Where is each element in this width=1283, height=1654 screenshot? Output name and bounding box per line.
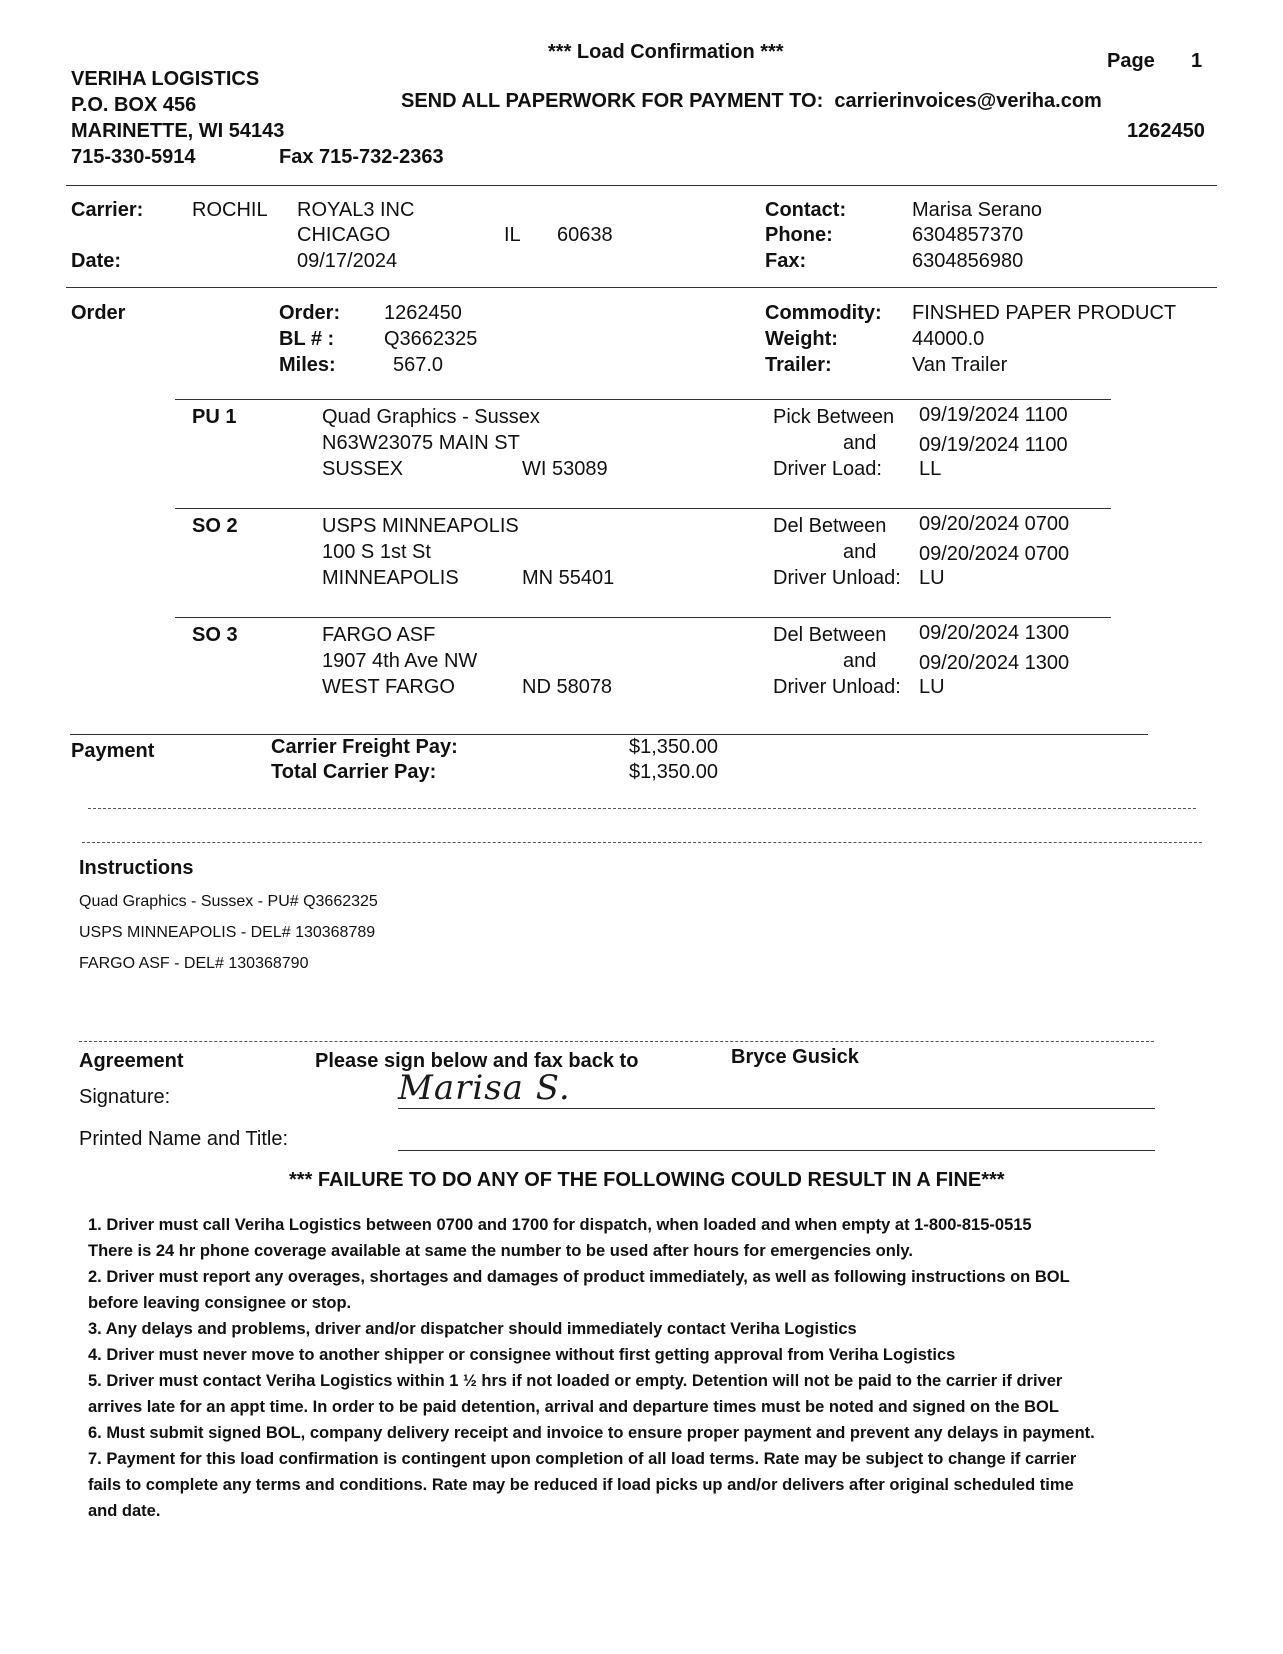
company-address-line1: P.O. BOX 456 (71, 94, 197, 116)
page-number: 1 (1191, 50, 1203, 72)
stop-street: 100 S 1st St (322, 541, 431, 563)
agreement-label: Agreement (79, 1050, 184, 1072)
freight-pay-value: $1,350.00 (629, 736, 718, 758)
stop-window-to: 09/20/2024 1300 (919, 652, 1070, 674)
divider (66, 287, 1217, 288)
carrier-city: CHICAGO (297, 224, 391, 246)
stop-divider (175, 617, 1111, 618)
stop-divider (175, 508, 1111, 509)
fine-warning: *** FAILURE TO DO ANY OF THE FOLLOWING COULD RESULT IN A FINE*** (289, 1169, 1005, 1191)
stop-divider (175, 399, 1111, 400)
fax-label: Fax: (765, 250, 807, 272)
carrier-state: IL (504, 224, 521, 246)
dashed-divider (82, 842, 1202, 843)
stop-window-to: 09/19/2024 1100 (919, 434, 1068, 456)
term-line: 2. Driver must report any overages, shortages and damages of product immediately, as well as following instructions on BOL (88, 1268, 1070, 1286)
carrier-name: ROYAL3 INC (297, 199, 415, 221)
stop-load-type: LU (919, 676, 945, 698)
stop-between-label: Pick Between (773, 406, 895, 428)
stop-street: N63W23075 MAIN ST (322, 432, 520, 454)
company-fax: Fax 715-732-2363 (279, 146, 444, 168)
stop-load-label: Driver Unload: (773, 567, 901, 589)
weight-value: 44000.0 (912, 328, 985, 350)
contact-value: Marisa Serano (912, 199, 1043, 221)
stop-and-label: and (843, 541, 877, 563)
stop-code: SO 2 (192, 515, 238, 537)
stop-name: FARGO ASF (322, 624, 436, 646)
stop-city: WEST FARGO (322, 676, 455, 698)
term-line: There is 24 hr phone coverage available at same the number to be used after hours for emergencies only. (88, 1242, 913, 1260)
total-pay-value: $1,350.00 (629, 761, 718, 783)
order-section-label: Order (71, 302, 126, 324)
term-line: arrives late for an appt time. In order to be paid detention, arrival and departure times must be noted and signed on the BOL (88, 1398, 1059, 1416)
divider (70, 734, 1148, 735)
signature-image: Marisa S. (398, 1068, 571, 1108)
stop-name: USPS MINNEAPOLIS (322, 515, 519, 537)
stop-window-from: 09/20/2024 1300 (919, 622, 1070, 644)
printed-name-label: Printed Name and Title: (79, 1128, 288, 1150)
miles-label: Miles: (279, 354, 336, 376)
paperwork-label: SEND ALL PAPERWORK FOR PAYMENT TO: (401, 90, 824, 112)
commodity-label: Commodity: (765, 302, 882, 324)
trailer-value: Van Trailer (912, 354, 1008, 376)
stop-code: SO 3 (192, 624, 238, 646)
stop-load-label: Driver Unload: (773, 676, 901, 698)
weight-label: Weight: (765, 328, 838, 350)
carrier-code: ROCHIL (192, 199, 268, 221)
instruction-line: USPS MINNEAPOLIS - DEL# 130368789 (79, 924, 376, 941)
phone-label: Phone: (765, 224, 833, 246)
carrier-label: Carrier: (71, 199, 144, 221)
divider (66, 185, 1217, 186)
dashed-divider (88, 808, 1196, 809)
stop-load-type: LU (919, 567, 945, 589)
term-line: and date. (88, 1502, 161, 1520)
stop-and-label: and (843, 432, 877, 454)
contact-label: Contact: (765, 199, 847, 221)
company-name: VERIHA LOGISTICS (71, 68, 260, 90)
stop-between-label: Del Between (773, 515, 887, 537)
stop-window-from: 09/19/2024 1100 (919, 404, 1068, 426)
phone-value: 6304857370 (912, 224, 1024, 246)
stop-window-from: 09/20/2024 0700 (919, 513, 1070, 535)
stop-and-label: and (843, 650, 877, 672)
instruction-line: FARGO ASF - DEL# 130368790 (79, 955, 309, 972)
signature-label: Signature: (79, 1086, 171, 1108)
bl-label: BL # : (279, 328, 335, 350)
paperwork-instructions (401, 90, 1102, 113)
dashed-divider (79, 1041, 1154, 1042)
stop-state-zip: MN 55401 (522, 567, 615, 589)
order-label: Order: (279, 302, 341, 324)
fax-value: 6304856980 (912, 250, 1024, 272)
term-line: before leaving consignee or stop. (88, 1294, 352, 1312)
stop-city: SUSSEX (322, 458, 404, 480)
stop-code: PU 1 (192, 406, 237, 428)
term-line: 7. Payment for this load confirmation is contingent upon completion of all load terms. Rate may be subject to change if carrier (88, 1450, 1077, 1468)
payment-section-label: Payment (71, 740, 155, 762)
stop-between-label: Del Between (773, 624, 887, 646)
bl-number: Q3662325 (384, 328, 478, 350)
sign-prompt: Please sign below and fax back to (315, 1050, 639, 1072)
total-pay-label: Total Carrier Pay: (271, 761, 437, 783)
paperwork-email[interactable]: carrierinvoices@veriha.com (834, 90, 1102, 112)
instructions-title: Instructions (79, 857, 194, 879)
term-line: 1. Driver must call Veriha Logistics between 0700 and 1700 for dispatch, when loaded and when empty at 1-800-815-0515 (88, 1216, 1032, 1234)
term-line: 6. Must submit signed BOL, company delivery receipt and invoice to ensure proper payment and prevent any delays in payment. (88, 1424, 1095, 1442)
carrier-zip: 60638 (557, 224, 613, 246)
instruction-line: Quad Graphics - Sussex - PU# Q3662325 (79, 893, 378, 910)
freight-pay-label: Carrier Freight Pay: (271, 736, 458, 758)
stop-load-label: Driver Load: (773, 458, 882, 480)
stop-state-zip: ND 58078 (522, 676, 613, 698)
printed-name-line[interactable] (398, 1150, 1155, 1151)
stop-name: Quad Graphics - Sussex (322, 406, 540, 428)
commodity-value: FINSHED PAPER PRODUCT (912, 302, 1177, 324)
date-label: Date: (71, 250, 122, 272)
load-number: 1262450 (1127, 120, 1205, 142)
company-address-line2: MARINETTE, WI 54143 (71, 120, 285, 142)
term-line: 5. Driver must contact Veriha Logistics within 1 ½ hrs if not loaded or empty. Detention will not be paid to the carrier if driver (88, 1372, 1063, 1390)
miles-value: 567.0 (393, 354, 444, 376)
signature-line[interactable] (398, 1108, 1155, 1109)
order-number: 1262450 (384, 302, 462, 324)
company-phone: 715-330-5914 (71, 146, 196, 168)
stop-city: MINNEAPOLIS (322, 567, 459, 589)
sign-to-name: Bryce Gusick (731, 1046, 859, 1068)
document-title: *** Load Confirmation *** (548, 41, 784, 63)
date-value: 09/17/2024 (297, 250, 398, 272)
term-line: 4. Driver must never move to another shipper or consignee without first getting approval from Veriha Logistics (88, 1346, 956, 1364)
stop-street: 1907 4th Ave NW (322, 650, 478, 672)
term-line: fails to complete any terms and conditions. Rate may be reduced if load picks up and/or delivers after original scheduled time (88, 1476, 1074, 1494)
trailer-label: Trailer: (765, 354, 832, 376)
page-label: Page (1107, 50, 1155, 72)
stop-window-to: 09/20/2024 0700 (919, 543, 1070, 565)
stop-load-type: LL (919, 458, 942, 480)
stop-state-zip: WI 53089 (522, 458, 608, 480)
term-line: 3. Any delays and problems, driver and/or dispatcher should immediately contact Veriha Logistics (88, 1320, 857, 1338)
